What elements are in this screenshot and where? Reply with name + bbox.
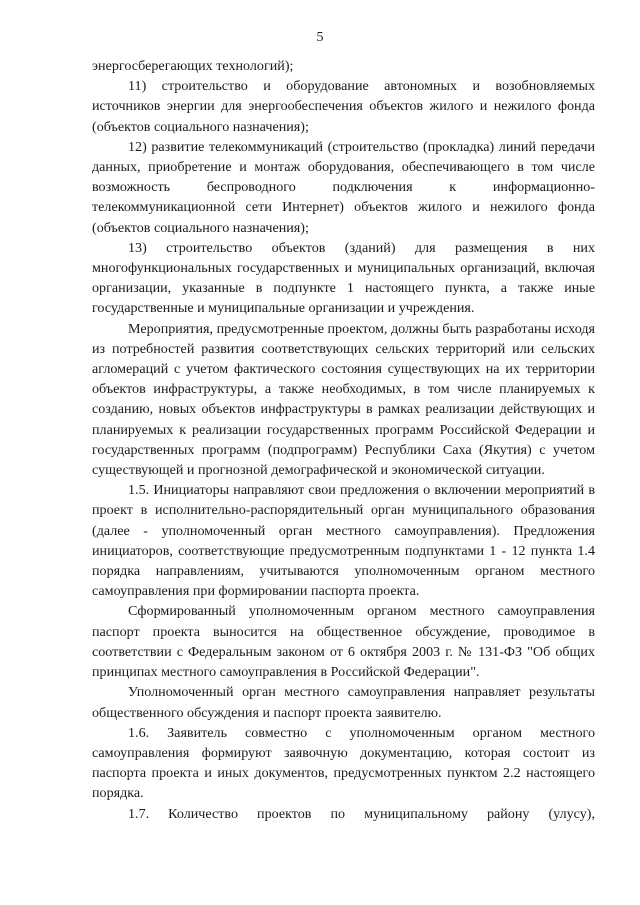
- paragraph-item-13: 13) строительство объектов (зданий) для размещения в них многофункциональных государственных и муниципальных организаций, включая организации, указанные в подпункте 1 настоящего пункта, а также иные государственные и муниципальные организации и учреждения.: [92, 239, 595, 317]
- paragraph-passport-discussion: Сформированный уполномоченным органом местного самоуправления паспорт проекта выносится на общественное обсуждение, проводимое в соответствии с Федеральным законом от 6 октября 2003 г. № 131-ФЗ "Об общих принципах местного самоуправления в Российской Федерации".: [92, 603, 595, 681]
- paragraph-measures: Мероприятия, предусмотренные проектом, должны быть разработаны исходя из потребностей развития соответствующих сельских территорий или сельских агломераций с учетом фактического состояния существующих на их территории объектов инфраструктуры, а также необходимых, в том числе планируемых к созданию, новых объектов инфраструктуры в рамках реализации действующих и планируемых к реализации государственных программ Российской Федерации и государственных программ (подпрограмм) Республики Саха (Якутия) с учетом существующей и прогнозной демографической и экономической ситуации.: [92, 320, 595, 479]
- paragraph-item-11: 11) строительство и оборудование автономных и возобновляемых источников энергии для энергообеспечения объектов жилого и нежилого фонда (объектов социального назначения);: [92, 78, 595, 135]
- paragraph-1-7: 1.7. Количество проектов по муниципальному району (улусу),: [128, 805, 595, 822]
- paragraph-item-12: 12) развитие телекоммуникаций (строительство (прокладка) линий передачи данных, приобретение и монтаж оборудования, обеспечивающего в том числе возможность беспроводного подключения к информационно-телекоммуникационной сети Интернет) объектов жилого и нежилого фонда (объектов социального назначения);: [92, 138, 595, 236]
- paragraph-1-5: 1.5. Инициаторы направляют свои предложения о включении мероприятий в проект в исполнительно-распорядительный орган муниципального образования (далее - уполномоченный орган местного самоуправления). Предложения инициаторов, соответствующие предусмотренным подпунктами 1 - 12 пункта 1.4 порядка направлениям, учитываются уполномоченным органом местного самоуправления при формировании паспорта проекта.: [92, 482, 595, 600]
- page-number: 5: [316, 30, 324, 45]
- paragraph-discussion-results: Уполномоченный орган местного самоуправления направляет результаты общественного обсуждения и паспорт проекта заявителю.: [92, 684, 595, 721]
- paragraph-1-6: 1.6. Заявитель совместно с уполномоченным органом местного самоуправления формируют заявочную документацию, которая состоит из паспорта проекта и иных документов, предусмотренных пунктом 2.2 настоящего порядка.: [92, 724, 595, 802]
- paragraph-continuation: энергосберегающих технологий);: [92, 58, 294, 74]
- document-body: [92, 56, 595, 824]
